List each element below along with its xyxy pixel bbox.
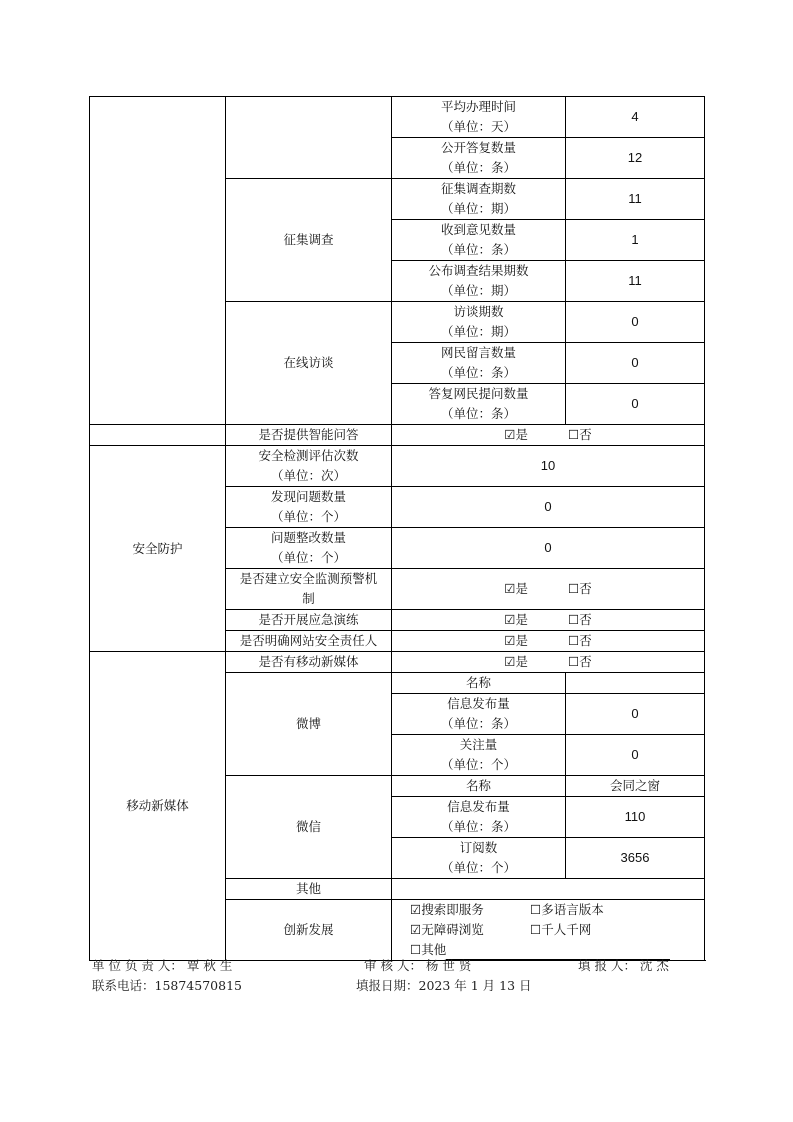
opt-multilang-checkbox[interactable]: ☐多语言版本 [530, 902, 604, 917]
subsection-cell-blank [226, 97, 392, 179]
opt-other-checkbox[interactable]: ☐其他 [410, 942, 447, 957]
section-cell-blank [90, 97, 226, 425]
media-other-label: 其他 [226, 879, 392, 900]
owner-yes-checkbox[interactable]: ☑是 [504, 633, 528, 648]
wechat-subs-label: 订阅数 （单位：个） [392, 838, 566, 879]
interview-title: 在线访谈 [226, 302, 392, 425]
security-assess-value: 10 [392, 446, 705, 487]
survey-results-value: 11 [566, 261, 705, 302]
security-issues-value: 0 [392, 487, 705, 528]
wechat-posts-label: 信息发布量 （单位：条） [392, 797, 566, 838]
weibo-posts-value: 0 [566, 694, 705, 735]
opt-search-checkbox[interactable]: ☑搜索即服务 [410, 902, 484, 917]
security-fixed-label: 问题整改数量 （单位：个） [226, 528, 392, 569]
interview-messages-value: 0 [566, 343, 705, 384]
drill-yes-checkbox[interactable]: ☑是 [504, 612, 528, 627]
security-owner-label: 是否明确网站安全责任人 [226, 631, 392, 652]
survey-periods-value: 11 [566, 179, 705, 220]
weibo-name-value [566, 673, 705, 694]
footer [92, 956, 712, 996]
media-title: 移动新媒体 [90, 652, 226, 961]
security-assess-label: 安全检测评估次数 （单位：次） [226, 446, 392, 487]
footer-phone: 联系电话：15874570815 [92, 978, 242, 993]
security-warning-options [392, 569, 705, 610]
weibo-title: 微博 [226, 673, 392, 776]
security-issues-label: 发现问题数量 （单位：个） [226, 487, 392, 528]
security-fixed-value: 0 [392, 528, 705, 569]
interview-periods-label: 访谈期数 （单位：期） [392, 302, 566, 343]
footer-date: 填报日期：2023 年 1 月 13 日 [356, 978, 532, 993]
reply-count-label: 公开答复数量 （单位：条） [392, 138, 566, 179]
smart-qa-yes-checkbox[interactable]: ☑是 [504, 427, 528, 442]
security-drill-label: 是否开展应急演练 [226, 610, 392, 631]
wechat-title: 微信 [226, 776, 392, 879]
wechat-name-label: 名称 [392, 776, 566, 797]
media-no-checkbox[interactable]: ☐否 [568, 654, 592, 669]
wechat-subs-value: 3656 [566, 838, 705, 879]
weibo-name-label: 名称 [392, 673, 566, 694]
interview-answers-label: 答复网民提问数量 （单位：条） [392, 384, 566, 425]
footer-head: 单 位 负 责 人： 覃 秋 生 [92, 958, 233, 973]
has-media-options [392, 652, 705, 673]
warning-yes-checkbox[interactable]: ☑是 [504, 581, 528, 596]
wechat-posts-value: 110 [566, 797, 705, 838]
interview-periods-value: 0 [566, 302, 705, 343]
avg-time-value: 4 [566, 97, 705, 138]
security-owner-options [392, 631, 705, 652]
drill-no-checkbox[interactable]: ☐否 [568, 612, 592, 627]
warning-no-checkbox[interactable]: ☐否 [568, 581, 592, 596]
smart-qa-no-checkbox[interactable]: ☐否 [568, 427, 592, 442]
report-table [89, 96, 705, 961]
smart-qa-options [392, 425, 705, 446]
media-other-value [392, 879, 705, 900]
interview-messages-label: 网民留言数量 （单位：条） [392, 343, 566, 384]
footer-filler: 填 报 人： 沈 杰 [578, 958, 669, 973]
survey-title: 征集调查 [226, 179, 392, 302]
opt-accessible-checkbox[interactable]: ☑无障碍浏览 [410, 922, 484, 937]
section-cell-blank-2 [90, 425, 226, 446]
survey-opinions-label: 收到意见数量 （单位：条） [392, 220, 566, 261]
wechat-name-value: 会同之窗 [566, 776, 705, 797]
survey-opinions-value: 1 [566, 220, 705, 261]
security-drill-options [392, 610, 705, 631]
smart-qa-label: 是否提供智能问答 [226, 425, 392, 446]
security-warning-label: 是否建立安全监测预警机 制 [226, 569, 392, 610]
footer-reviewer: 审 核 人： 杨 世 贤 [364, 958, 472, 973]
survey-periods-label: 征集调查期数 （单位：期） [392, 179, 566, 220]
security-title: 安全防护 [90, 446, 226, 652]
weibo-posts-label: 信息发布量 （单位：条） [392, 694, 566, 735]
opt-personalized-checkbox[interactable]: ☐千人千网 [530, 922, 592, 937]
weibo-follow-label: 关注量 （单位：个） [392, 735, 566, 776]
innovation-title: 创新发展 [226, 900, 392, 961]
avg-time-label: 平均办理时间 （单位：天） [392, 97, 566, 138]
owner-no-checkbox[interactable]: ☐否 [568, 633, 592, 648]
interview-answers-value: 0 [566, 384, 705, 425]
survey-results-label: 公布调查结果期数 （单位：期） [392, 261, 566, 302]
weibo-follow-value: 0 [566, 735, 705, 776]
has-media-label: 是否有移动新媒体 [226, 652, 392, 673]
innovation-options [392, 900, 705, 961]
reply-count-value: 12 [566, 138, 705, 179]
media-yes-checkbox[interactable]: ☑是 [504, 654, 528, 669]
